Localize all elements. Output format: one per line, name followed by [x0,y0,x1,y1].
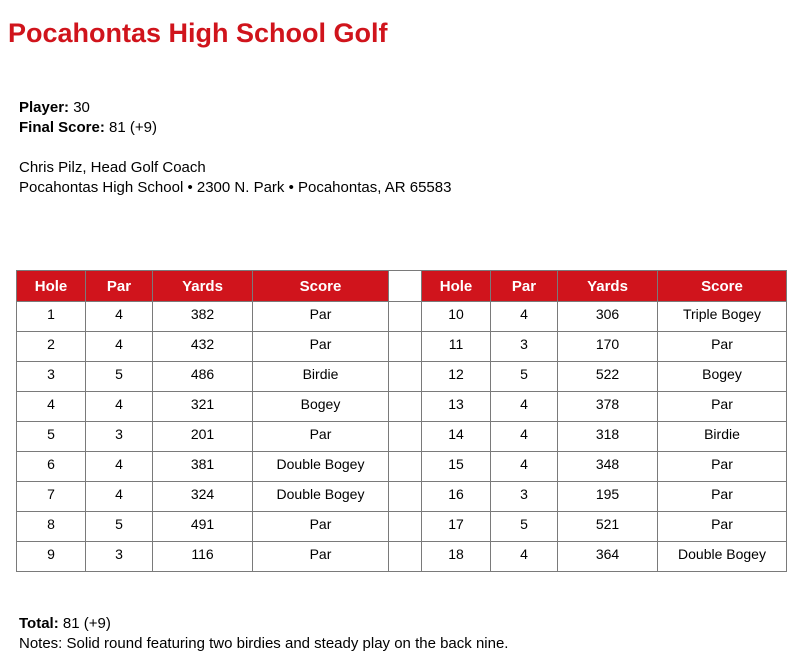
hole-cell: 7 [17,482,86,512]
spacer-cell [389,482,422,512]
yards-cell: 318 [558,422,658,452]
spacer-cell [389,302,422,332]
par-cell: 4 [491,302,558,332]
final-score-value: 81 (+9) [109,119,157,136]
yards-cell: 321 [153,392,253,422]
table-row [17,542,787,572]
player-value: 30 [73,99,90,116]
table-row [17,452,787,482]
par-cell: 4 [491,422,558,452]
score-cell: Birdie [658,422,787,452]
header-score: Score [658,271,787,302]
yards-cell: 486 [153,362,253,392]
par-cell: 3 [491,332,558,362]
yards-cell: 306 [558,302,658,332]
yards-cell: 195 [558,482,658,512]
player-info [19,98,451,198]
spacer-cell [389,542,422,572]
hole-cell: 13 [422,392,491,422]
scorecard-table [16,270,787,572]
address-line: Pocahontas High School • 2300 N. Park • Pocahontas, AR 65583 [19,179,452,196]
table-row [17,302,787,332]
yards-cell: 170 [558,332,658,362]
score-cell: Triple Bogey [658,302,787,332]
yards-cell: 116 [153,542,253,572]
spacer-cell [389,332,422,362]
header-row [17,271,787,302]
table-row [17,422,787,452]
score-cell: Par [253,422,389,452]
score-cell: Par [658,452,787,482]
spacer-cell [389,362,422,392]
par-cell: 3 [86,542,153,572]
par-cell: 4 [86,482,153,512]
par-cell: 5 [86,512,153,542]
par-cell: 5 [86,362,153,392]
header-hole: Hole [422,271,491,302]
par-cell: 4 [491,542,558,572]
player-label: Player: [19,99,70,116]
hole-cell: 9 [17,542,86,572]
hole-cell: 4 [17,392,86,422]
hole-cell: 11 [422,332,491,362]
score-cell: Birdie [253,362,389,392]
yards-cell: 522 [558,362,658,392]
hole-cell: 10 [422,302,491,332]
table-row [17,512,787,542]
yards-cell: 348 [558,452,658,482]
yards-cell: 521 [558,512,658,542]
hole-cell: 3 [17,362,86,392]
final-score-line [19,118,451,138]
hole-cell: 8 [17,512,86,542]
notes-line: Notes: Solid round featuring two birdies and steady play on the back nine. [19,635,509,652]
header-score: Score [253,271,389,302]
hole-cell: 17 [422,512,491,542]
par-cell: 4 [86,392,153,422]
score-cell: Par [253,332,389,362]
score-cell: Par [253,302,389,332]
header-par: Par [491,271,558,302]
score-cell: Par [658,332,787,362]
final-score-label: Final Score: [19,119,105,136]
header-par: Par [86,271,153,302]
hole-cell: 2 [17,332,86,362]
yards-cell: 432 [153,332,253,362]
hole-cell: 15 [422,452,491,482]
yards-cell: 364 [558,542,658,572]
score-cell: Double Bogey [253,482,389,512]
score-cell: Bogey [253,392,389,422]
par-cell: 3 [491,482,558,512]
score-cell: Double Bogey [253,452,389,482]
score-cell: Double Bogey [658,542,787,572]
header-hole: Hole [17,271,86,302]
spacer-cell [389,392,422,422]
table-row [17,392,787,422]
header-yards: Yards [558,271,658,302]
hole-cell: 12 [422,362,491,392]
hole-cell: 6 [17,452,86,482]
player-line [19,98,451,118]
table-row [17,482,787,512]
score-cell: Par [658,512,787,542]
page-title: Pocahontas High School Golf [8,18,388,48]
total-label: Total: [19,615,59,632]
par-cell: 4 [491,392,558,422]
total-line [19,614,508,634]
hole-cell: 14 [422,422,491,452]
spacer-cell [389,422,422,452]
par-cell: 4 [86,302,153,332]
score-cell: Bogey [658,362,787,392]
footer [19,614,508,654]
par-cell: 4 [491,452,558,482]
hole-cell: 16 [422,482,491,512]
table-row [17,362,787,392]
spacer-cell [389,512,422,542]
hole-cell: 18 [422,542,491,572]
yards-cell: 491 [153,512,253,542]
score-cell: Par [658,392,787,422]
par-cell: 4 [86,332,153,362]
par-cell: 5 [491,362,558,392]
yards-cell: 382 [153,302,253,332]
score-cell: Par [253,512,389,542]
yards-cell: 378 [558,392,658,422]
header-yards: Yards [153,271,253,302]
coach-line: Chris Pilz, Head Golf Coach [19,159,206,176]
par-cell: 3 [86,422,153,452]
yards-cell: 381 [153,452,253,482]
spacer-cell [389,452,422,482]
hole-cell: 5 [17,422,86,452]
par-cell: 5 [491,512,558,542]
yards-cell: 324 [153,482,253,512]
total-value: 81 (+9) [62,615,111,632]
par-cell: 4 [86,452,153,482]
yards-cell: 201 [153,422,253,452]
score-cell: Par [658,482,787,512]
score-cell: Par [253,542,389,572]
hole-cell: 1 [17,302,86,332]
header-spacer [389,271,422,302]
table-row [17,332,787,362]
